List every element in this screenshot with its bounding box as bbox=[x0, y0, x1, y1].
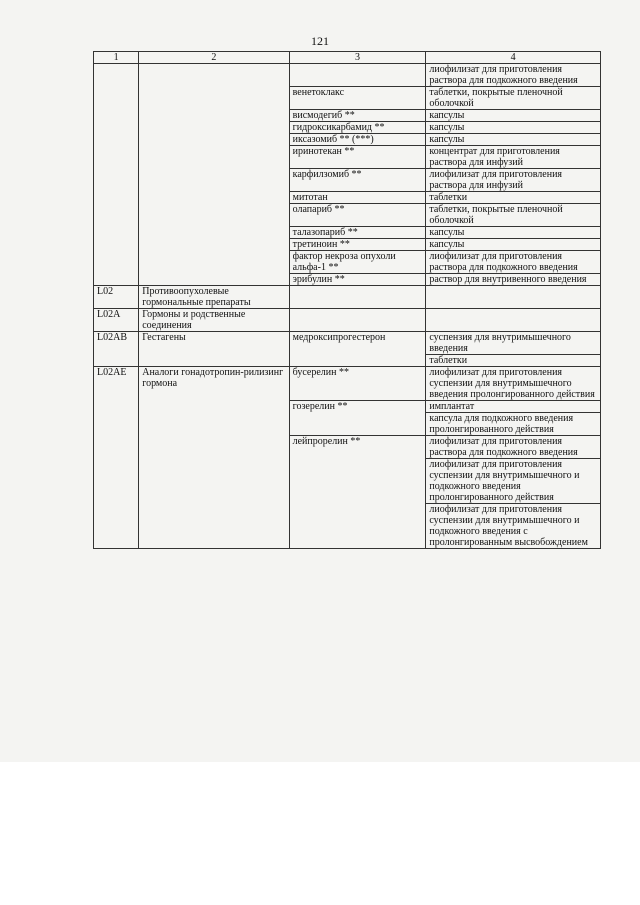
drug-table bbox=[93, 51, 601, 549]
dosage-form-cell: лиофилизат для приготовления суспензии для внутримышечного введения пролонгированного действия bbox=[426, 367, 601, 401]
atc-code-cell: L02AB bbox=[94, 332, 139, 367]
dosage-form-cell: лиофилизат для приготовления раствора для подкожного введения bbox=[426, 64, 601, 87]
group-name-cell: Гестагены bbox=[139, 332, 289, 367]
dosage-form-cell: лиофилизат для приготовления раствора для подкожного введения bbox=[426, 436, 601, 459]
drug-name-cell: лейпрорелин ** bbox=[289, 436, 426, 549]
page-number: 121 bbox=[311, 34, 329, 48]
atc-code-cell bbox=[94, 64, 139, 286]
drug-name-cell: эрибулин ** bbox=[289, 274, 426, 286]
drug-name-cell bbox=[289, 286, 426, 309]
dosage-form-cell bbox=[426, 286, 601, 309]
header-col-4: 4 bbox=[426, 52, 601, 64]
dosage-form-cell: лиофилизат для приготовления раствора для инфузий bbox=[426, 169, 601, 192]
header-row bbox=[94, 52, 601, 64]
group-name-cell: Противоопухолевые гормональные препараты bbox=[139, 286, 289, 309]
drug-name-cell: бусерелин ** bbox=[289, 367, 426, 401]
header-col-2: 2 bbox=[139, 52, 289, 64]
table-row bbox=[94, 286, 601, 309]
atc-code-cell: L02 bbox=[94, 286, 139, 309]
drug-name-cell bbox=[289, 309, 426, 332]
drug-name-cell: фактор некроза опухоли альфа-1 ** bbox=[289, 251, 426, 274]
group-name-cell: Гормоны и родственные соединения bbox=[139, 309, 289, 332]
dosage-form-cell bbox=[426, 309, 601, 332]
drug-name-cell: иксазомиб ** (***) bbox=[289, 134, 426, 146]
dosage-form-cell: концентрат для приготовления раствора для инфузий bbox=[426, 146, 601, 169]
dosage-form-cell: капсулы bbox=[426, 122, 601, 134]
dosage-form-cell: капсула для подкожного введения пролонгированного действия bbox=[426, 413, 601, 436]
dosage-form-cell: лиофилизат для приготовления раствора для подкожного введения bbox=[426, 251, 601, 274]
drug-name-cell: гозерелин ** bbox=[289, 401, 426, 436]
drug-name-cell: талазопариб ** bbox=[289, 227, 426, 239]
dosage-form-cell: капсулы bbox=[426, 110, 601, 122]
drug-name-cell: гидроксикарбамид ** bbox=[289, 122, 426, 134]
dosage-form-cell: раствор для внутривенного введения bbox=[426, 274, 601, 286]
dosage-form-cell: таблетки, покрытые пленочной оболочкой bbox=[426, 204, 601, 227]
group-name-cell: Аналоги гонадотропин-рилизинг гормона bbox=[139, 367, 289, 549]
header-col-1: 1 bbox=[94, 52, 139, 64]
table-row bbox=[94, 64, 601, 87]
drug-name-cell bbox=[289, 64, 426, 87]
dosage-form-cell: капсулы bbox=[426, 239, 601, 251]
dosage-form-cell: суспензия для внутримышечного введения bbox=[426, 332, 601, 355]
table-row bbox=[94, 332, 601, 355]
dosage-form-cell: таблетки bbox=[426, 355, 601, 367]
drug-name-cell: венетоклакс bbox=[289, 87, 426, 110]
dosage-form-cell: таблетки bbox=[426, 192, 601, 204]
drug-name-cell: митотан bbox=[289, 192, 426, 204]
drug-name-cell: карфилзомиб ** bbox=[289, 169, 426, 192]
table-row bbox=[94, 309, 601, 332]
dosage-form-cell: лиофилизат для приготовления суспензии для внутримышечного и подкожного введения пролонгированного действия bbox=[426, 459, 601, 504]
drug-name-cell: третиноин ** bbox=[289, 239, 426, 251]
atc-code-cell: L02AE bbox=[94, 367, 139, 549]
drug-name-cell: олапариб ** bbox=[289, 204, 426, 227]
drug-name-cell: иринотекан ** bbox=[289, 146, 426, 169]
dosage-form-cell: имплантат bbox=[426, 401, 601, 413]
dosage-form-cell: лиофилизат для приготовления суспензии для внутримышечного и подкожного введения с пролонгированным высвобождением bbox=[426, 504, 601, 549]
dosage-form-cell: капсулы bbox=[426, 227, 601, 239]
drug-name-cell: медроксипрогестерон bbox=[289, 332, 426, 367]
dosage-form-cell: капсулы bbox=[426, 134, 601, 146]
group-name-cell bbox=[139, 64, 289, 286]
dosage-form-cell: таблетки, покрытые пленочной оболочкой bbox=[426, 87, 601, 110]
table-row bbox=[94, 367, 601, 401]
header-col-3: 3 bbox=[289, 52, 426, 64]
drug-name-cell: висмодегиб ** bbox=[289, 110, 426, 122]
atc-code-cell: L02A bbox=[94, 309, 139, 332]
